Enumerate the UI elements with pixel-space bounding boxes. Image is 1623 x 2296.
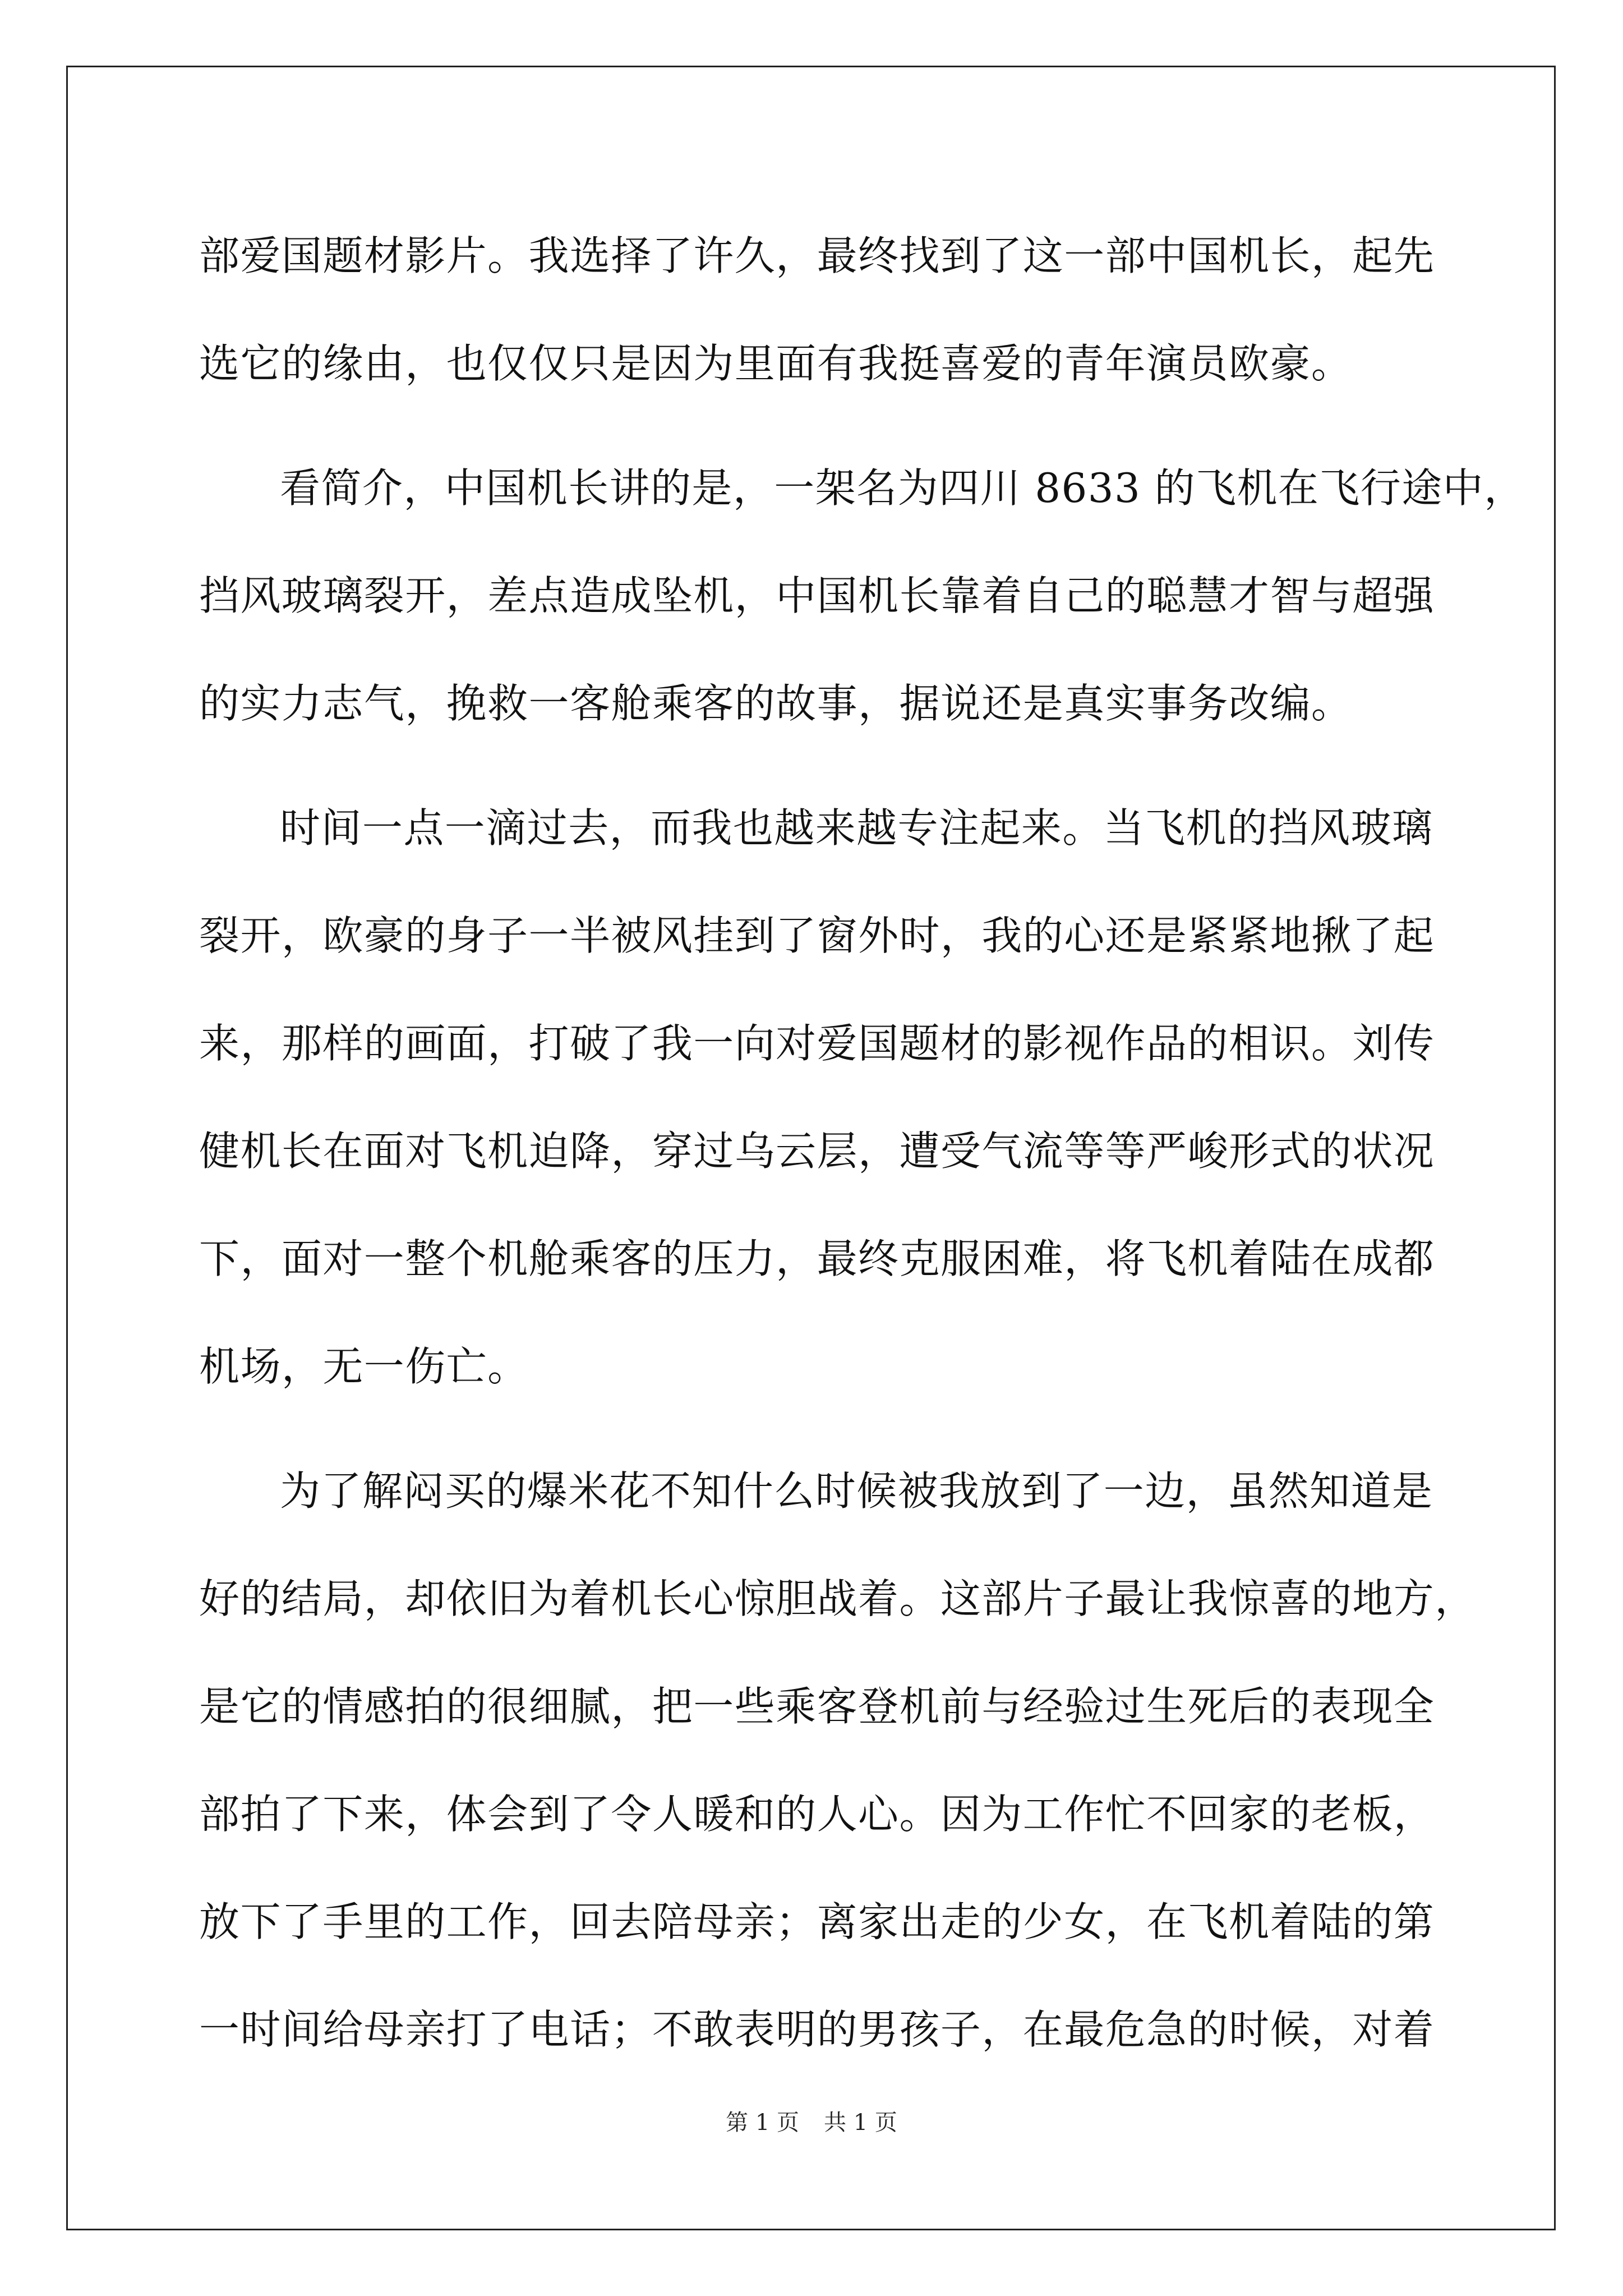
text-line: 部爱国题材影片。我选择了许久，最终找到了这一部中国机长，起先 xyxy=(199,232,1435,279)
page-number: 第 1 页 xyxy=(726,2110,799,2136)
text-line: 时间一点一滴过去，而我也越来越专注起来。当飞机的挡风玻璃 xyxy=(280,804,1433,852)
page-footer xyxy=(0,2105,1623,2137)
body-text xyxy=(199,202,1525,2083)
paragraph xyxy=(199,1437,1476,2083)
total-pages: 共 1 页 xyxy=(824,2110,897,2136)
paragraph xyxy=(199,202,1435,417)
text-line: 是它的情感拍的很细腻，把一些乘客登机前与经验过生死后的表现全 xyxy=(199,1683,1435,1730)
text-line: 看简介，中国机长讲的是，一架名为四川 8633 的飞机在飞行途中， xyxy=(280,464,1525,512)
text-line: 一时间给母亲打了电话；不敢表明的男孩子，在最危急的时候，对着 xyxy=(199,2006,1435,2053)
paragraph xyxy=(199,434,1525,757)
text-line: 下，面对一整个机舱乘客的压力，最终克服困难，将飞机着陆在成都 xyxy=(199,1235,1435,1282)
text-line: 的实力志气，挽救一客舱乘客的故事，据说还是真实事务改编。 xyxy=(199,680,1353,727)
text-line: 来，那样的画面，打破了我一向对爱国题材的影视作品的相识。刘传 xyxy=(199,1020,1435,1067)
text-line: 机场，无一伤亡。 xyxy=(199,1343,529,1390)
paragraph xyxy=(199,774,1435,1420)
text-line: 裂开，欧豪的身子一半被风挂到了窗外时，我的心还是紧紧地揪了起 xyxy=(199,912,1435,959)
text-line: 挡风玻璃裂开，差点造成坠机，中国机长靠着自己的聪慧才智与超强 xyxy=(199,572,1435,619)
text-line: 好的结局，却依旧为着机长心惊胆战着。这部片子最让我惊喜的地方， xyxy=(199,1575,1476,1622)
text-line: 为了解闷买的爆米花不知什么时候被我放到了一边，虽然知道是 xyxy=(280,1467,1433,1515)
text-line: 放下了手里的工作，回去陪母亲；离家出走的少女，在飞机着陆的第 xyxy=(199,1898,1435,1945)
text-line: 选它的缘由，也仅仅只是因为里面有我挺喜爱的青年演员欧豪。 xyxy=(199,340,1353,387)
text-line: 健机长在面对飞机迫降，穿过乌云层，遭受气流等等严峻形式的状况 xyxy=(199,1128,1435,1175)
text-line: 部拍了下来，体会到了令人暖和的人心。因为工作忙不回家的老板， xyxy=(199,1791,1435,1838)
